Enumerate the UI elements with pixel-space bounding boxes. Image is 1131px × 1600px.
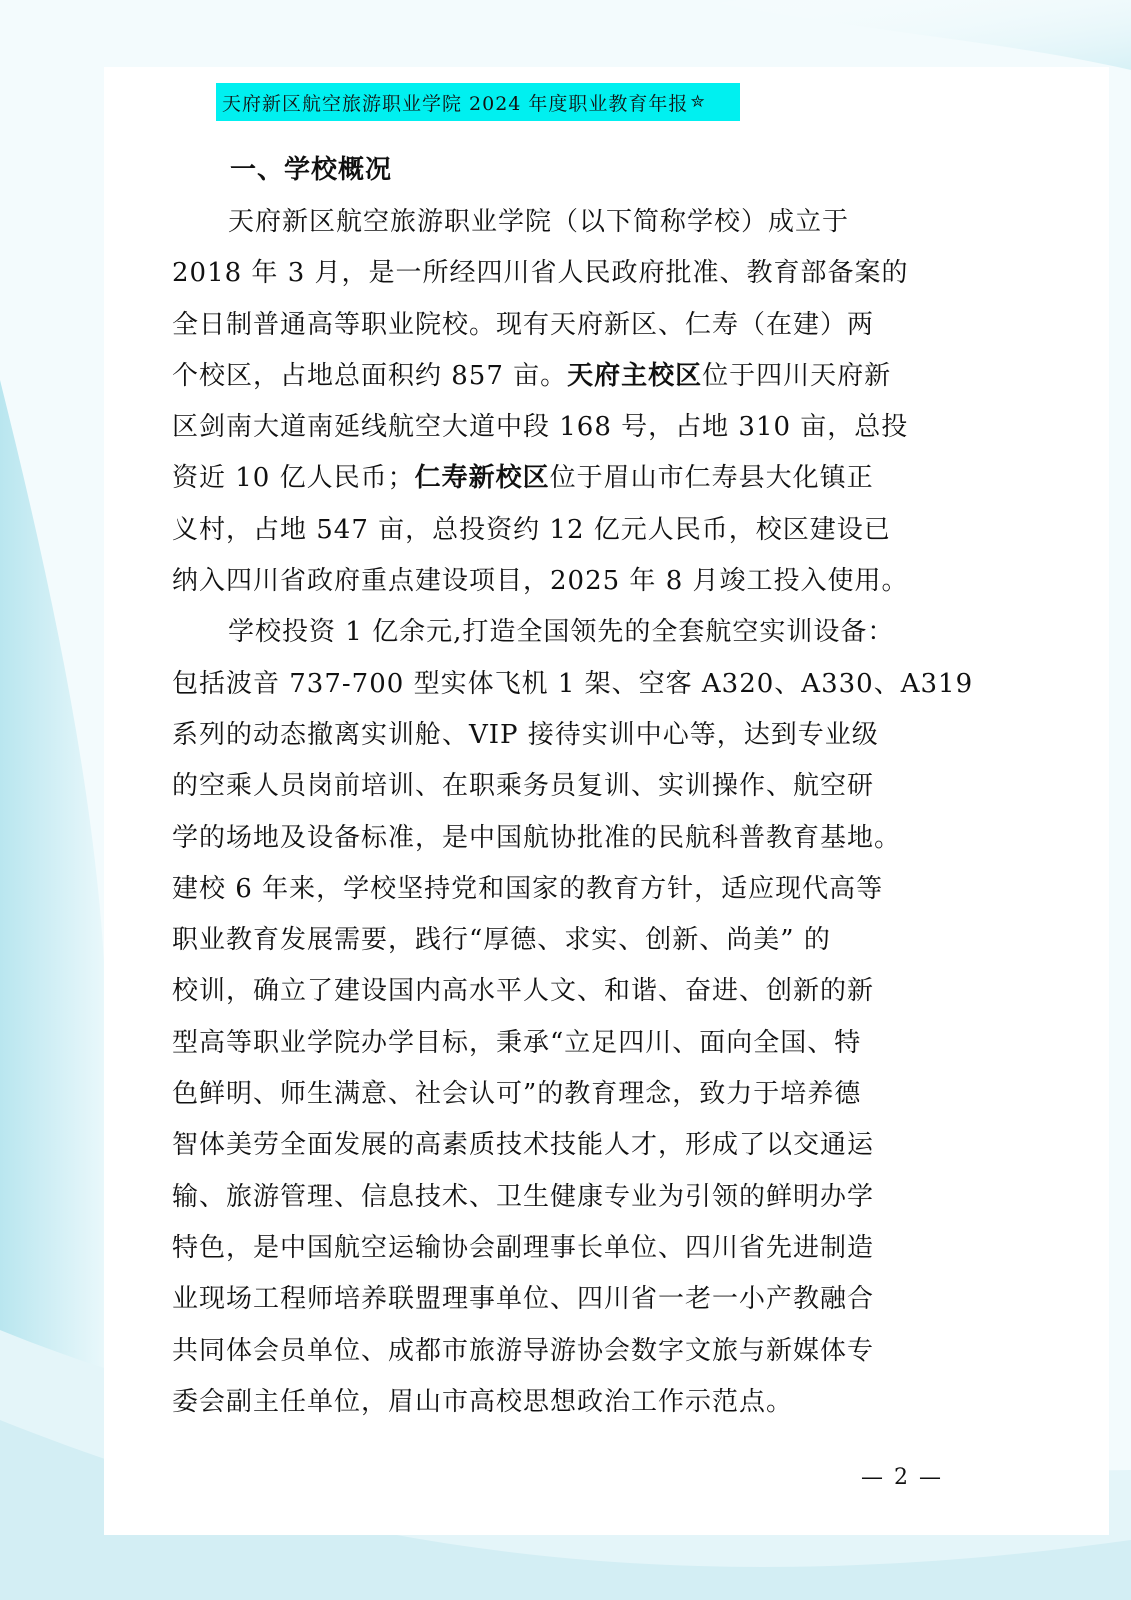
paragraph-line: 职业教育发展需要，践行“厚德、求实、创新、尚美” 的 (172, 925, 831, 956)
star-icon: ✮ (690, 92, 706, 112)
paragraph-line: 建校 6 年来，学校坚持党和国家的教育方针，适应现代高等 (172, 873, 884, 904)
paragraph-line: 特色，是中国航空运输协会副理事长单位、四川省先进制造 (172, 1232, 875, 1263)
page-number: — 2 — (861, 1465, 943, 1490)
text-run: 位于四川天府新 (702, 360, 892, 391)
paragraph-line: 区剑南大道南延线航空大道中段 168 号，占地 310 亩，总投 (172, 412, 909, 443)
paragraph-line: 包括波音 737-700 型实体飞机 1 架、空客 A320、A330、A319 (172, 668, 974, 699)
paragraph-line: 业现场工程师培养联盟理事单位、四川省一老一小产教融合 (172, 1284, 875, 1315)
text-run: 位于眉山市仁寿县大化镇正 (549, 463, 874, 494)
banner-title: 天府新区航空旅游职业学院 2024 年度职业教育年报 (222, 92, 689, 115)
paragraph-line: 系列的动态撤离实训舱、VIP 接待实训中心等，达到专业级 (172, 719, 879, 750)
paragraph-line: 义村，占地 547 亩，总投资约 12 亿元人民币，校区建设已 (172, 514, 891, 545)
paragraph-line: 输、旅游管理、信息技术、卫生健康专业为引领的鲜明办学 (172, 1181, 875, 1212)
paragraph-line: 智体美劳全面发展的高素质技术技能人才，形成了以交通运 (172, 1130, 875, 1161)
body-text (172, 197, 974, 1428)
paragraph-line: 2018 年 3 月，是一所经四川省人民政府批准、教育部备案的 (172, 258, 909, 289)
text-run: 个校区，占地总面积约 857 亩。 (172, 360, 568, 391)
paragraph-line: 色鲜明、师生满意、社会认可”的教育理念，致力于培养德 (172, 1079, 862, 1110)
paragraph-line: 全日制普通高等职业院校。现有天府新区、仁寿（在建）两 (172, 309, 875, 340)
header-banner (216, 83, 740, 121)
paragraph-line (172, 453, 948, 504)
paragraph-line: 的空乘人员岗前培训、在职乘务员复训、实训操作、航空研 (172, 771, 875, 802)
emphasis-main-campus: 天府主校区 (567, 360, 703, 391)
paragraph-line (172, 351, 948, 402)
paragraph-line: 学的场地及设备标准，是中国航协批准的民航科普教育基地。 (172, 822, 902, 853)
document-page (104, 67, 1109, 1535)
paragraph-line: 学校投资 1 亿余元,打造全国领先的全套航空实训设备： (228, 617, 895, 648)
paragraph-line: 校训，确立了建设国内高水平人文、和谐、奋进、创新的新 (172, 976, 875, 1007)
paragraph-line: 共同体会员单位、成都市旅游导游协会数字文旅与新媒体专 (172, 1335, 875, 1366)
paragraph-line: 纳入四川省政府重点建设项目，2025 年 8 月竣工投入使用。 (172, 566, 909, 597)
text-run: 资近 10 亿人民币； (172, 463, 415, 494)
section-title: 一、学校概况 (230, 155, 393, 185)
emphasis-renshou-campus: 仁寿新校区 (414, 463, 550, 494)
paragraph-line: 委会副主任单位，眉山市高校思想政治工作示范点。 (172, 1386, 794, 1417)
paragraph-line: 型高等职业学院办学目标，秉承“立足四川、面向全国、特 (172, 1027, 862, 1058)
paragraph-line: 天府新区航空旅游职业学院（以下简称学校）成立于 (228, 207, 850, 237)
